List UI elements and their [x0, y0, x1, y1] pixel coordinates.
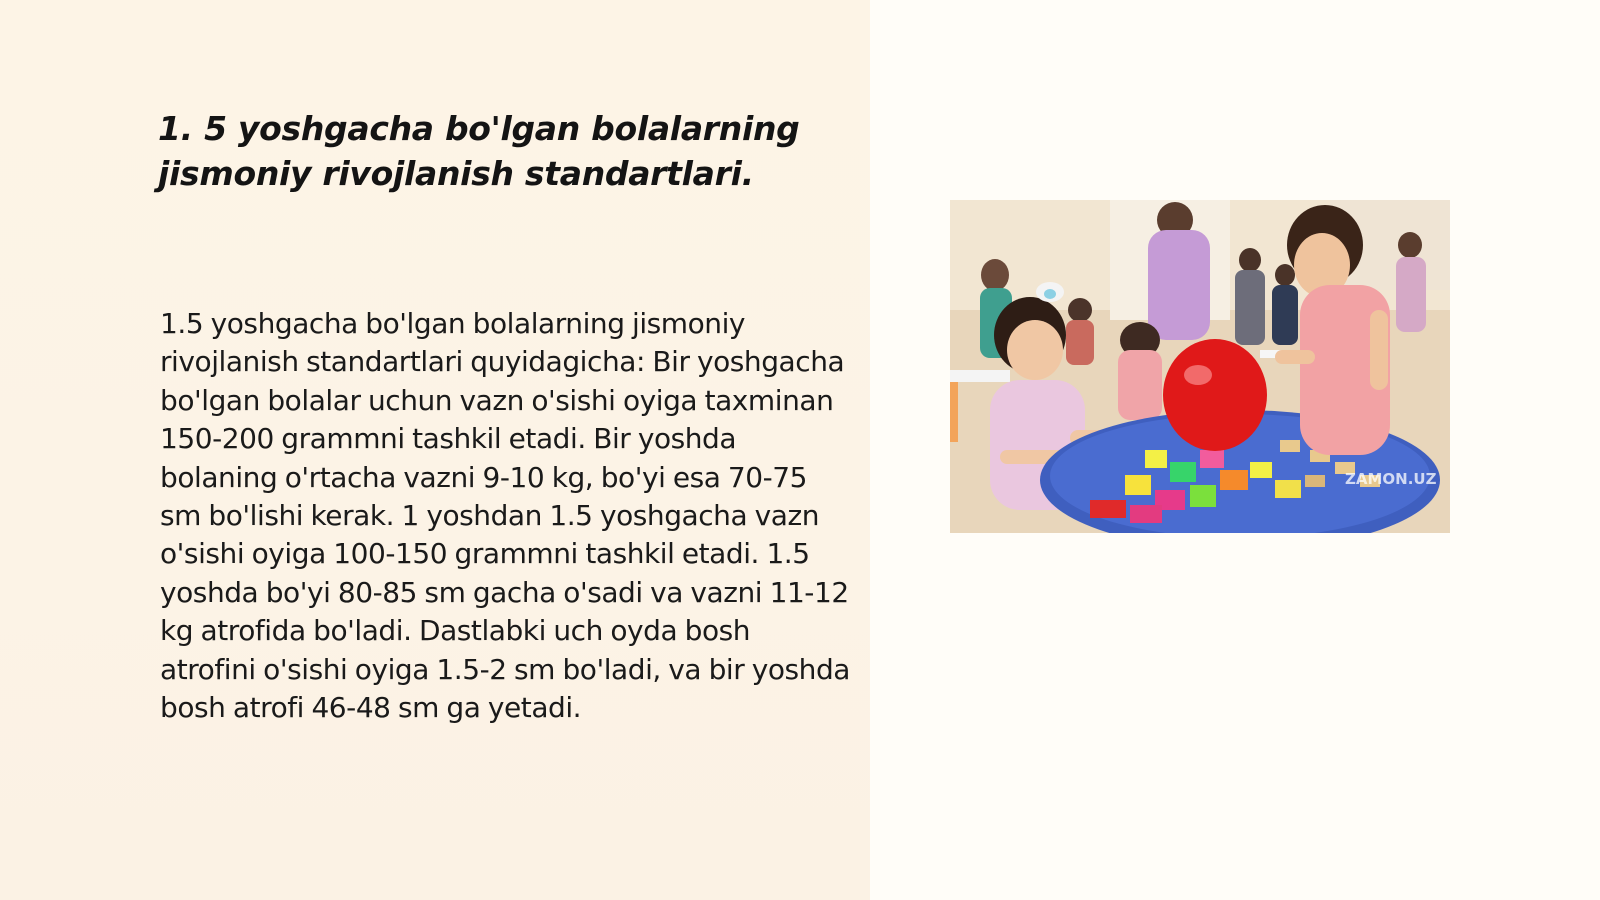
photo-illustration: [950, 200, 1450, 533]
slide-title: 1. 5 yoshgacha bo'lgan bolalarning jismoniy rivojlanish standartlari.: [158, 109, 800, 193]
kindergarten-photo: [950, 200, 1450, 533]
slide-body-text: 1.5 yoshgacha bo'lgan bolalarning jismoniy rivojlanish standartlari quyidagicha: Bir yoshgacha bo'lgan bolalar uchun vazn o'sishi oyiga taxminan 150-200 grammni tashkil etadi. Bir yoshda bolaning o'rtacha vazni 9-10 kg, bo'yi esa 70-75 sm bo'lishi kerak. 1 yoshdan 1.5 yoshgacha vazn o'sishi oyiga 100-150 grammni tashkil etadi. 1.5 yoshda bo'yi 80-85 sm gacha o'sadi va vazni 11-12 kg atrofida bo'ladi. Dastlabki uch oyda bosh atrofini o'sishi oyiga 1.5-2 sm bo'ladi, va bir yoshda bosh atrofi 46-48 sm ga yetadi.: [160, 307, 851, 725]
photo-watermark: ZAMON.UZ: [1345, 470, 1437, 488]
